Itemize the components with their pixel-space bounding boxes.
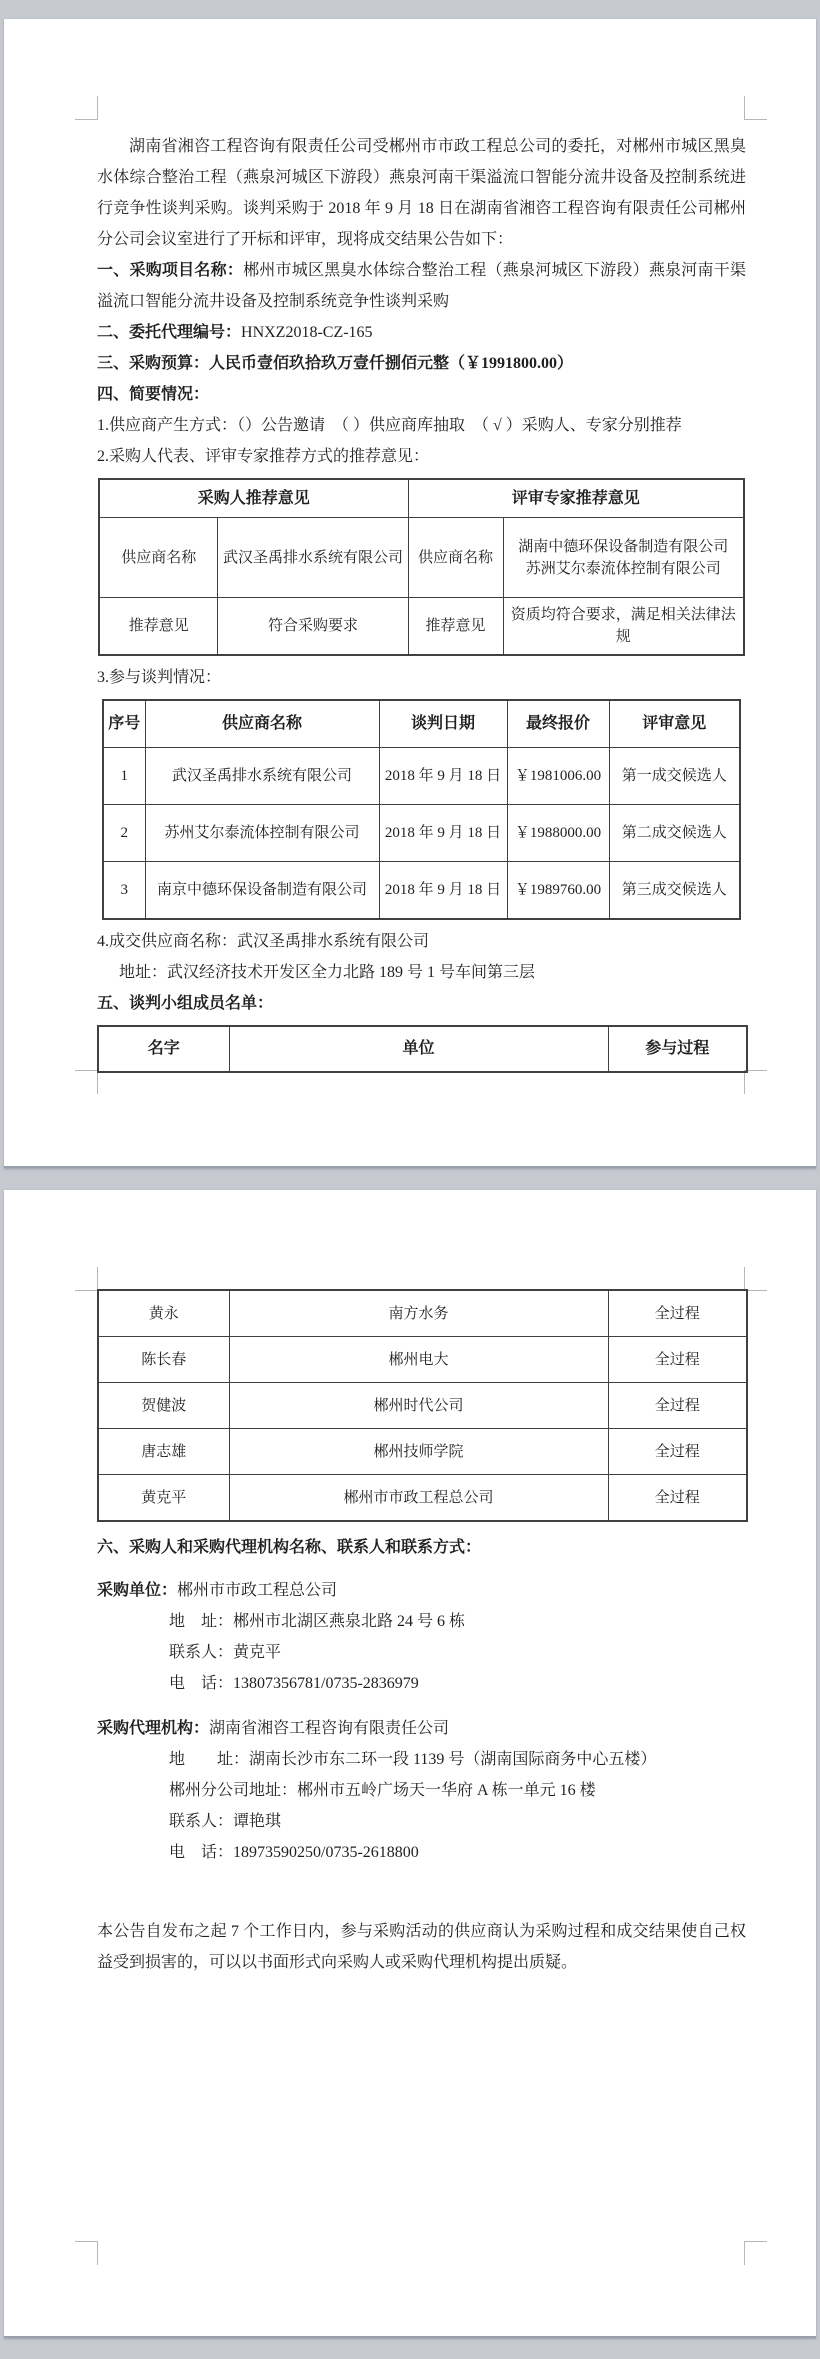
table-cell: 供应商名称 [99,518,218,598]
table-header-cell: 评审专家推荐意见 [408,479,744,518]
table-row [99,518,744,598]
table-cell: 郴州技师学院 [229,1429,608,1475]
table-cell: 第一成交候选人 [609,748,740,805]
table-cell: 2018 年 9 月 18 日 [379,862,507,920]
section-4 [97,379,746,410]
purchaser-address: 地 址：郴州市北湖区燕泉北路 24 号 6 栋 [169,1613,466,1630]
table-cell: 推荐意见 [408,598,503,656]
table-row [98,1429,747,1475]
margin-mark-bottom-left [75,1070,98,1094]
table-header-cell: 评审意见 [609,700,740,748]
table-row [98,1026,747,1072]
table-cell: 2018 年 9 月 18 日 [379,748,507,805]
table-cell: ￥1981006.00 [507,748,609,805]
table-cell: 2 [103,805,145,862]
table-row [103,862,740,920]
table-cell: 3 [103,862,145,920]
section-4-label: 四、简要情况： [97,386,210,403]
purchaser-contact: 联系人：黄克平 [169,1644,282,1661]
section-1-label: 一、采购项目名称： [97,262,244,279]
table-cell: 全过程 [608,1475,747,1522]
margin-mark-top-right [744,1267,767,1291]
table-cell: 陈长春 [98,1337,229,1383]
agency-name: 湖南省湘咨工程咨询有限责任公司 [209,1720,450,1737]
agency-address: 地 址：湖南长沙市东二环一段 1139 号（湖南国际商务中心五楼） [169,1751,657,1768]
page-2-content [97,1289,746,1978]
agency-label: 采购代理机构： [97,1720,210,1737]
margin-mark-bottom-right [744,1070,767,1094]
section-2-label: 二、委托代理编号： [97,324,242,341]
agency-name-line [97,1713,746,1744]
margin-mark-bottom-left [75,2241,98,2265]
table-header-cell: 单位 [229,1026,608,1072]
table-cell: 全过程 [608,1290,747,1337]
margin-mark-bottom-right [744,2241,767,2265]
table-cell: 郴州市市政工程总公司 [229,1475,608,1522]
winner-name: 武汉圣禹排水系统有限公司 [237,933,430,950]
supplier-source-line: 1.供应商产生方式：（）公告邀请 （ ）供应商库抽取 （ √ ）采购人、专家分别推荐 [97,417,682,434]
table-cell: 南京中德环保设备制造有限公司 [145,862,379,920]
margin-mark-top-left [75,1267,98,1291]
section-1-text: 郴州市城区黑臭水体综合整治工程（燕泉河城区下游段）燕泉河南干渠溢流口智能分流井设备及控制系统竞争性谈判采购 [97,262,746,310]
agency-branch-address: 郴州分公司地址：郴州市五岭广场天一华府 A 栋一单元 16 楼 [169,1782,596,1799]
table-cell: 第三成交候选人 [609,862,740,920]
table-cell: 符合采购要求 [218,598,408,656]
recommended-supplier-line-1: 湖南中德环保设备制造有限公司 [518,538,729,555]
section-3 [97,348,746,379]
purchaser-phone: 电 话：13807356781/0735-2836979 [169,1675,419,1692]
table-cell: 郴州电大 [229,1337,608,1383]
table-cell: 2018 年 9 月 18 日 [379,805,507,862]
table-row [98,1383,747,1429]
table-cell: 全过程 [608,1429,747,1475]
table-row [99,479,744,518]
table-header-cell: 谈判日期 [379,700,507,748]
purchaser-name-line [97,1575,746,1606]
winner-line [97,926,746,957]
section-6 [97,1532,746,1563]
table-cell: 全过程 [608,1337,747,1383]
table-cell [503,518,744,598]
table-cell: 资质均符合要求，满足相关法律法规 [503,598,744,656]
table-cell: 南方水务 [229,1290,608,1337]
section-2-text: HNXZ2018-CZ-165 [241,324,373,341]
agency-phone: 电 话：18973590250/0735-2618800 [169,1844,419,1861]
table-cell: 1 [103,748,145,805]
margin-mark-top-right [744,96,767,120]
intro-paragraph: 湖南省湘咨工程咨询有限责任公司受郴州市市政工程总公司的委托，对郴州市城区黑臭水体综合整治工程（燕泉河城区下游段）燕泉河南干渠溢流口智能分流井设备及控制系统进行竞争性谈判采购。谈判采购于 2018 年 9 月 18 日在湖南省湘咨工程咨询有限责任公司郴州分公司会议室进行了开标和评审，现将成交结果公告如下： [97,138,746,248]
table-header-cell: 最终报价 [507,700,609,748]
winner-label: 4.成交供应商名称： [97,933,238,950]
table-header-cell: 供应商名称 [145,700,379,748]
purchaser-name: 郴州市市政工程总公司 [177,1582,338,1599]
table-cell: 全过程 [608,1383,747,1429]
table-header-cell: 参与过程 [608,1026,747,1072]
table-row [103,748,740,805]
section-1 [97,255,746,317]
section-3-label: 三、采购预算： [97,355,210,372]
section-5-label: 五、谈判小组成员名单： [97,995,274,1012]
winner-address: 地址：武汉经济技术开发区全力北路 189 号 1 号车间第三层 [119,964,536,981]
panel-table-header [97,1025,748,1073]
negotiation-table [102,699,741,920]
table-cell: 武汉圣禹排水系统有限公司 [218,518,408,598]
panel-table-rows [97,1289,748,1522]
recommendation-table [98,478,745,656]
table-row [98,1337,747,1383]
page-1-content [97,131,746,1079]
section-5 [97,988,746,1019]
page-2 [4,1190,816,2338]
table-cell: 推荐意见 [99,598,218,656]
agency-contact: 联系人：谭艳琪 [169,1813,282,1830]
table-row [98,1290,747,1337]
table-cell: 贺健波 [98,1383,229,1429]
section-2 [97,317,746,348]
table-row [103,700,740,748]
margin-mark-top-left [75,96,98,120]
recommendation-intro-line: 2.采购人代表、评审专家推荐方式的推荐意见： [97,448,430,465]
table-cell: 第二成交候选人 [609,805,740,862]
table-row [103,805,740,862]
table-cell: ￥1989760.00 [507,862,609,920]
table-cell: 唐志雄 [98,1429,229,1475]
closing-paragraph: 本公告自发布之起 7 个工作日内，参与采购活动的供应商认为采购过程和成交结果使自己权益受到损害的，可以以书面形式向采购人或采购代理机构提出质疑。 [97,1923,746,1971]
table-header-cell: 序号 [103,700,145,748]
table-cell: ￥1988000.00 [507,805,609,862]
table-cell: 黄克平 [98,1475,229,1522]
recommended-supplier-line-2: 苏洲艾尔泰流体控制有限公司 [525,560,721,577]
negotiation-intro-line: 3.参与谈判情况： [97,669,222,686]
page-1 [4,19,816,1168]
section-6-label: 六、采购人和采购代理机构名称、联系人和联系方式： [97,1539,482,1556]
purchaser-label: 采购单位： [97,1582,178,1599]
table-cell: 苏州艾尔泰流体控制有限公司 [145,805,379,862]
table-row [99,598,744,656]
table-cell: 郴州时代公司 [229,1383,608,1429]
table-header-cell: 名字 [98,1026,229,1072]
table-row [98,1475,747,1522]
table-cell: 武汉圣禹排水系统有限公司 [145,748,379,805]
section-3-text: 人民币壹佰玖拾玖万壹仟捌佰元整（￥1991800.00） [209,355,574,372]
table-cell: 供应商名称 [408,518,503,598]
table-cell: 黄永 [98,1290,229,1337]
table-header-cell: 采购人推荐意见 [99,479,408,518]
